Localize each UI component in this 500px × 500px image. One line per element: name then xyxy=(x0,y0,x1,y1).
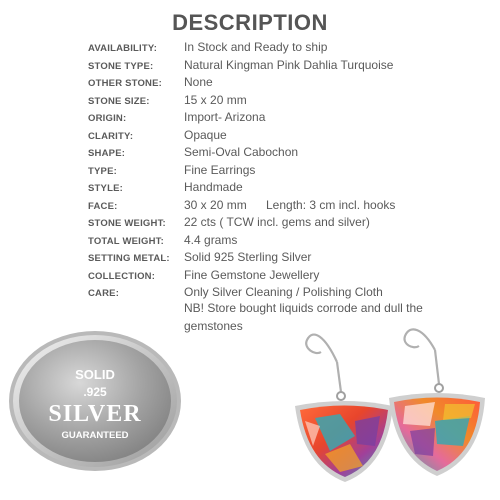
spec-value: 4.4 grams xyxy=(184,232,238,247)
spec-label: SETTING METAL: xyxy=(88,253,170,264)
spec-value: Natural Kingman Pink Dahlia Turquoise xyxy=(184,57,394,72)
spec-value-extra: Length: 3 cm incl. hooks xyxy=(266,197,396,212)
spec-value: In Stock and Ready to ship xyxy=(184,40,328,54)
spec-label: FACE: xyxy=(88,200,118,212)
spec-value: Fine Gemstone Jewellery xyxy=(184,267,320,282)
badge-line-guaranteed: GUARANTEED xyxy=(61,430,129,441)
spec-value: Semi-Oval Cabochon xyxy=(184,145,299,159)
spec-value: Opaque xyxy=(184,127,227,142)
spec-value: Fine Earrings xyxy=(184,162,256,177)
spec-label: COLLECTION: xyxy=(88,270,156,282)
spec-value: Handmade xyxy=(184,180,243,194)
spec-label: TOTAL WEIGHT: xyxy=(88,235,164,247)
badge-line-925: .925 xyxy=(83,385,107,399)
spec-value: Import- Arizona xyxy=(184,110,266,124)
spec-value: None xyxy=(184,75,213,89)
right-hook xyxy=(404,329,435,350)
spec-label: AVAILABILITY: xyxy=(88,43,158,54)
badge-line-silver: SILVER xyxy=(48,401,142,427)
spec-label: STONE SIZE: xyxy=(88,95,150,107)
spec-value: 30 x 20 mm xyxy=(184,197,247,212)
spec-label: STONE WEIGHT: xyxy=(88,218,166,229)
spec-label: TYPE: xyxy=(88,165,117,177)
page-title: DESCRIPTION xyxy=(172,10,328,35)
spec-value: 22 cts ( TCW incl. gems and silver) xyxy=(184,215,370,229)
left-hook xyxy=(306,335,337,362)
spec-value: Only Silver Cleaning / Polishing Cloth xyxy=(184,285,383,299)
spec-label: STONE TYPE: xyxy=(88,60,154,72)
spec-label: STYLE: xyxy=(88,183,123,194)
spec-label: SHAPE: xyxy=(88,148,126,159)
spec-label: CLARITY: xyxy=(88,130,134,142)
silver-guarantee-badge xyxy=(8,330,183,472)
spec-label: ORIGIN: xyxy=(88,113,127,124)
badge-line-solid: SOLID xyxy=(75,367,115,382)
spec-value: Solid 925 Sterling Silver xyxy=(184,250,312,264)
spec-label: OTHER STONE: xyxy=(88,78,163,89)
care-note: NB! Store bought liquids corrode and dull the gemstones xyxy=(184,301,423,333)
spec-label: CARE: xyxy=(88,288,120,299)
earrings-product-image xyxy=(285,326,490,498)
spec-value: 15 x 20 mm xyxy=(184,92,247,107)
